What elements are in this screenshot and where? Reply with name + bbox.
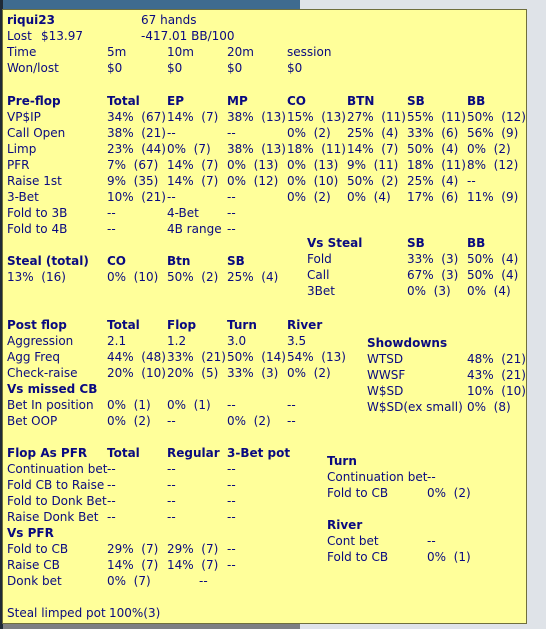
vs-missed-cb-cell: -- — [287, 414, 296, 428]
steal-column-header: CO — [107, 254, 127, 268]
postflop-cell: 20% (5) — [167, 366, 219, 380]
vs-pfr-cell: 29% (7) — [107, 542, 159, 556]
preflop-cell: 14% (7) — [347, 142, 399, 156]
preflop-cell: 27% (11) — [347, 110, 406, 124]
steal-column-header: Btn — [167, 254, 191, 268]
player-name: riqui23 — [7, 13, 55, 27]
stats-popup-panel — [2, 9, 527, 624]
flop-as-pfr-cell: -- — [167, 494, 176, 508]
showdown-row-label: WWSF — [367, 368, 406, 382]
preflop-row-label: Raise 1st — [7, 174, 62, 188]
preflop-cell: 8% (12) — [467, 158, 519, 172]
preflop-cell: 0% (10) — [287, 174, 339, 188]
period-label: 5m — [107, 45, 127, 59]
preflop-cell: -- — [107, 222, 116, 236]
showdown-value: 43% (21) — [467, 368, 526, 382]
preflop-cell: 0% (13) — [287, 158, 339, 172]
preflop-cell: -- — [467, 174, 476, 188]
turn-value: 0% (2) — [427, 486, 471, 500]
postflop-cell: 3.0 — [227, 334, 247, 348]
preflop-cell: 0% (4) — [347, 190, 391, 204]
preflop-row-label: Limp — [7, 142, 37, 156]
wonlost-label: Won/lost — [7, 61, 59, 75]
flop-as-pfr-cell: -- — [107, 478, 116, 492]
preflop-cell: -- — [227, 222, 236, 236]
preflop-column-header: SB — [407, 94, 425, 108]
postflop-cell: 50% (14) — [227, 350, 286, 364]
preflop-row-label: PFR — [7, 158, 30, 172]
preflop-cell: 34% (67) — [107, 110, 166, 124]
preflop-cell: 10% (21) — [107, 190, 166, 204]
postflop-column-header: Total — [107, 318, 140, 332]
flop-as-pfr-cell: -- — [227, 478, 236, 492]
showdown-row-label: W$SD — [367, 384, 404, 398]
preflop-column-header: CO — [287, 94, 307, 108]
preflop-cell: 23% (44) — [107, 142, 166, 156]
preflop-cell: -- — [227, 126, 236, 140]
flop-as-pfr-column-header: 3-Bet pot — [227, 446, 291, 460]
preflop-cell: -- — [167, 190, 176, 204]
preflop-column-header: MP — [227, 94, 248, 108]
preflop-cell: 11% (9) — [467, 190, 519, 204]
postflop-cell: 3.5 — [287, 334, 307, 348]
flop-as-pfr-row-label: Fold to Donk Bet — [7, 494, 107, 508]
preflop-row-label: Call Open — [7, 126, 66, 140]
vs-steal-cell: 50% (4) — [467, 268, 519, 282]
flop-as-pfr-cell: -- — [167, 478, 176, 492]
preflop-row-label: VP$IP — [7, 110, 41, 124]
hands-count: 67 hands — [141, 13, 197, 27]
steal-total: 13% (16) — [7, 270, 66, 284]
vs-steal-column-header: BB — [467, 236, 486, 250]
lost-label: Lost — [7, 29, 32, 43]
preflop-cell: -- — [167, 126, 176, 140]
period-value: $0 — [167, 61, 183, 75]
vs-missed-cb-cell: 0% (1) — [167, 398, 211, 412]
postflop-title: Post flop — [7, 318, 67, 332]
vs-steal-title: Vs Steal — [307, 236, 363, 250]
steal-column-header: SB — [227, 254, 245, 268]
lost-value: $13.97 — [41, 29, 83, 43]
turn-row-label: Continuation bet — [327, 470, 428, 484]
showdown-row-label: WTSD — [367, 352, 404, 366]
period-value: $0 — [287, 61, 303, 75]
postflop-row-label: Check-raise — [7, 366, 78, 380]
preflop-cell: 38% (13) — [227, 110, 286, 124]
vs-pfr-cell: -- — [199, 574, 208, 588]
flop-as-pfr-cell: -- — [227, 494, 236, 508]
preflop-cell: 25% (4) — [347, 126, 399, 140]
steal-cell: 25% (4) — [227, 270, 279, 284]
preflop-cell: 33% (6) — [407, 126, 459, 140]
flop-as-pfr-column-header: Regular — [167, 446, 220, 460]
flop-as-pfr-column-header: Total — [107, 446, 140, 460]
flop-as-pfr-cell: -- — [167, 510, 176, 524]
river-title: River — [327, 518, 363, 532]
preflop-cell: 38% (21) — [107, 126, 166, 140]
preflop-column-header: BB — [467, 94, 486, 108]
vs-pfr-cell: 0% (7) — [107, 574, 151, 588]
preflop-column-header: BTN — [347, 94, 375, 108]
flop-as-pfr-row-label: Continuation bet — [7, 462, 108, 476]
turn-title: Turn — [327, 454, 357, 468]
vs-pfr-cell: 14% (7) — [167, 558, 219, 572]
preflop-cell: 0% (13) — [227, 158, 279, 172]
preflop-cell: 0% (2) — [287, 190, 331, 204]
vs-missed-cb-row-label: Bet In position — [7, 398, 94, 412]
vs-pfr-cell: 29% (7) — [167, 542, 219, 556]
flop-as-pfr-row-label: Fold CB to Raise — [7, 478, 105, 492]
preflop-cell: -- — [227, 206, 236, 220]
postflop-row-label: Aggression — [7, 334, 74, 348]
vs-pfr-title: Vs PFR — [7, 526, 54, 540]
preflop-cell: 18% (11) — [287, 142, 346, 156]
postflop-cell: 0% (2) — [287, 366, 331, 380]
vs-missed-cb-title: Vs missed CB — [7, 382, 98, 396]
steal-cell: 50% (2) — [167, 270, 219, 284]
steal-title: Steal (total) — [7, 254, 89, 268]
preflop-cell: 15% (13) — [287, 110, 346, 124]
vs-missed-cb-cell: 0% (2) — [227, 414, 271, 428]
preflop-cell: 4B range — [167, 222, 222, 236]
period-value: $0 — [107, 61, 123, 75]
preflop-cell: 7% (67) — [107, 158, 159, 172]
vs-steal-row-label: Call — [307, 268, 330, 282]
postflop-cell: 44% (48) — [107, 350, 166, 364]
preflop-cell: -- — [107, 206, 116, 220]
vs-steal-cell: 67% (3) — [407, 268, 459, 282]
showdown-value: 10% (10) — [467, 384, 526, 398]
vs-steal-cell: 33% (3) — [407, 252, 459, 266]
postflop-cell: 20% (10) — [107, 366, 166, 380]
preflop-title: Pre-flop — [7, 94, 61, 108]
preflop-cell: 17% (6) — [407, 190, 459, 204]
flop-as-pfr-cell: -- — [227, 462, 236, 476]
preflop-cell: 9% (11) — [347, 158, 399, 172]
showdown-value: 48% (21) — [467, 352, 526, 366]
preflop-cell: 18% (11) — [407, 158, 466, 172]
preflop-cell: 9% (35) — [107, 174, 159, 188]
period-label: 10m — [167, 45, 194, 59]
time-label: Time — [7, 45, 37, 59]
vs-missed-cb-cell: -- — [167, 414, 176, 428]
postflop-column-header: Turn — [227, 318, 257, 332]
preflop-cell: 38% (13) — [227, 142, 286, 156]
river-row-label: Cont bet — [327, 534, 379, 548]
preflop-cell: 4-Bet — [167, 206, 199, 220]
preflop-column-header: Total — [107, 94, 140, 108]
vs-pfr-cell: -- — [227, 542, 236, 556]
vs-pfr-row-label: Fold to CB — [7, 542, 69, 556]
postflop-column-header: Flop — [167, 318, 197, 332]
flop-as-pfr-cell: -- — [107, 510, 116, 524]
turn-row-label: Fold to CB — [327, 486, 389, 500]
showdowns-title: Showdowns — [367, 336, 448, 350]
postflop-cell: 54% (13) — [287, 350, 346, 364]
preflop-cell: 0% (7) — [167, 142, 211, 156]
flop-as-pfr-cell: -- — [167, 462, 176, 476]
vs-missed-cb-cell: -- — [227, 398, 236, 412]
vs-steal-cell: 0% (3) — [407, 284, 451, 298]
vs-missed-cb-cell: -- — [287, 398, 296, 412]
vs-pfr-row-label: Donk bet — [7, 574, 62, 588]
preflop-cell: 0% (12) — [227, 174, 279, 188]
showdown-value: 0% (8) — [467, 400, 511, 414]
flop-as-pfr-row-label: Raise Donk Bet — [7, 510, 99, 524]
showdown-row-label: W$SD(ex small) — [367, 400, 463, 414]
vs-steal-cell: 0% (4) — [467, 284, 511, 298]
preflop-cell: 50% (4) — [407, 142, 459, 156]
flop-as-pfr-cell: -- — [227, 510, 236, 524]
steal-limped-label: Steal limped pot — [7, 606, 106, 620]
postflop-row-label: Agg Freq — [7, 350, 60, 364]
preflop-cell: 56% (9) — [467, 126, 519, 140]
bb-rate: -417.01 BB/100 — [141, 29, 235, 43]
preflop-cell: 0% (2) — [287, 126, 331, 140]
vs-pfr-cell: -- — [227, 558, 236, 572]
preflop-cell: 14% (7) — [167, 110, 219, 124]
postflop-cell: 1.2 — [167, 334, 187, 348]
steal-cell: 0% (10) — [107, 270, 159, 284]
preflop-column-header: EP — [167, 94, 184, 108]
preflop-cell: -- — [227, 190, 236, 204]
flop-as-pfr-cell: -- — [107, 494, 116, 508]
preflop-cell: 55% (11) — [407, 110, 466, 124]
preflop-row-label: 3-Bet — [7, 190, 39, 204]
preflop-cell: 25% (4) — [407, 174, 459, 188]
postflop-cell: 33% (3) — [227, 366, 279, 380]
preflop-row-label: Fold to 3B — [7, 206, 68, 220]
vs-steal-row-label: Fold — [307, 252, 332, 266]
river-value: 0% (1) — [427, 550, 471, 564]
vs-pfr-row-label: Raise CB — [7, 558, 60, 572]
vs-pfr-cell: 14% (7) — [107, 558, 159, 572]
river-value: -- — [427, 534, 436, 548]
period-label: 20m — [227, 45, 254, 59]
vs-missed-cb-cell: 0% (2) — [107, 414, 151, 428]
postflop-cell: 33% (21) — [167, 350, 226, 364]
flop-as-pfr-title: Flop As PFR — [7, 446, 88, 460]
vs-steal-column-header: SB — [407, 236, 425, 250]
vs-missed-cb-row-label: Bet OOP — [7, 414, 58, 428]
preflop-cell: 0% (2) — [467, 142, 511, 156]
steal-limped-value: 100%(3) — [109, 606, 161, 620]
period-value: $0 — [227, 61, 243, 75]
preflop-row-label: Fold to 4B — [7, 222, 68, 236]
postflop-cell: 2.1 — [107, 334, 127, 348]
turn-value: -- — [427, 470, 436, 484]
preflop-cell: 14% (7) — [167, 158, 219, 172]
preflop-cell: 14% (7) — [167, 174, 219, 188]
preflop-cell: 50% (12) — [467, 110, 526, 124]
preflop-cell: 50% (2) — [347, 174, 399, 188]
vs-steal-row-label: 3Bet — [307, 284, 335, 298]
postflop-column-header: River — [287, 318, 323, 332]
river-row-label: Fold to CB — [327, 550, 389, 564]
vs-missed-cb-cell: 0% (1) — [107, 398, 151, 412]
vs-steal-cell: 50% (4) — [467, 252, 519, 266]
flop-as-pfr-cell: -- — [107, 462, 116, 476]
period-label: session — [287, 45, 332, 59]
